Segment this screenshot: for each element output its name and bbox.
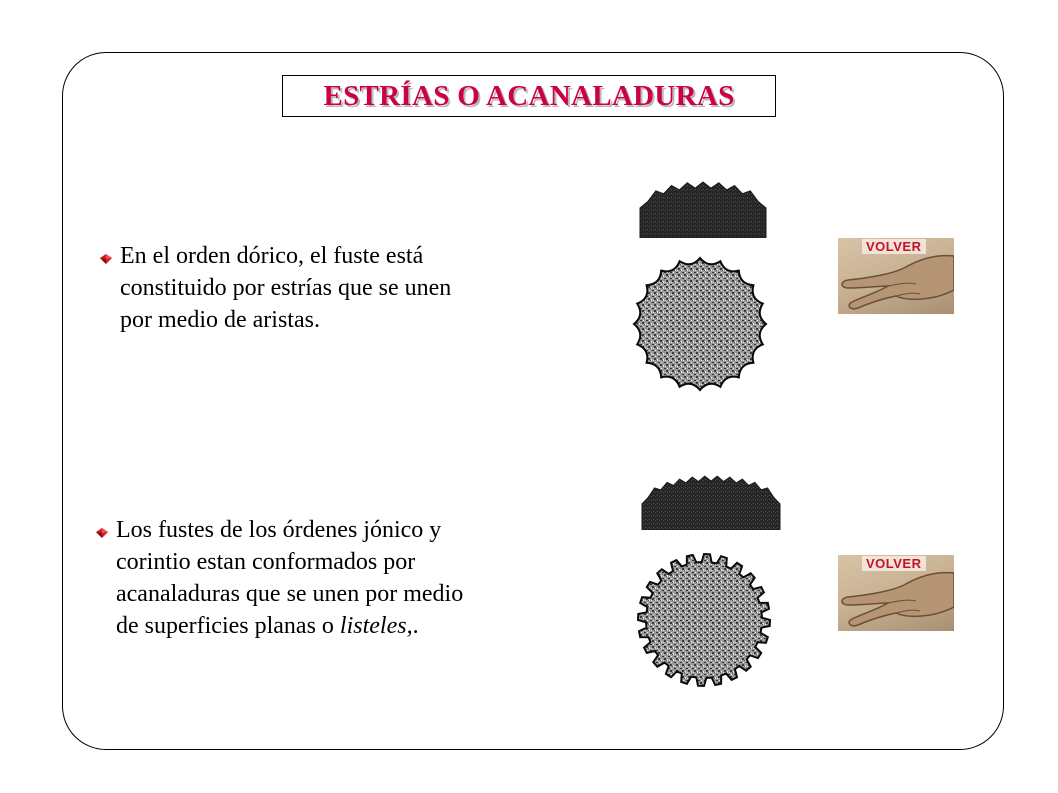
bullet-line: En el orden dórico, el fuste está — [120, 243, 424, 269]
ionic-shaft-elevation — [640, 466, 782, 530]
bullet-text-doric — [120, 240, 590, 336]
bullet-line: constituido por estrías que se unen — [120, 275, 452, 301]
volver-button-bottom[interactable] — [838, 555, 954, 631]
red-diamond-bullet-icon — [96, 248, 116, 268]
bullet-text-suffix: . — [412, 613, 419, 639]
bullet-line-last — [116, 610, 586, 642]
red-diamond-bullet-icon — [92, 522, 112, 542]
slide-frame — [62, 52, 1004, 750]
bullet-text-italic: listeles, — [339, 613, 413, 639]
volver-button-top[interactable] — [838, 238, 954, 314]
bullet-doric — [96, 240, 590, 336]
bullet-line: corintio estan conformados por — [116, 549, 416, 575]
bullet-line: Los fustes de los órdenes jónico y — [116, 517, 442, 543]
volver-label: VOLVER — [862, 239, 926, 254]
title-box — [282, 75, 776, 117]
bullet-text-ionic — [116, 514, 586, 642]
bullet-line: acanaladuras que se unen por medio — [116, 581, 464, 607]
volver-label: VOLVER — [862, 556, 926, 571]
bullet-line: por medio de aristas. — [120, 307, 320, 333]
bullet-text-prefix: de superficies planas o — [116, 613, 340, 639]
doric-shaft-cross-section — [630, 256, 770, 392]
doric-shaft-elevation — [638, 172, 768, 238]
ionic-shaft-cross-section — [634, 550, 774, 690]
bullet-ionic-corinthian — [92, 514, 586, 642]
page-title: ESTRÍAS O ACANALADURAS — [323, 79, 735, 112]
